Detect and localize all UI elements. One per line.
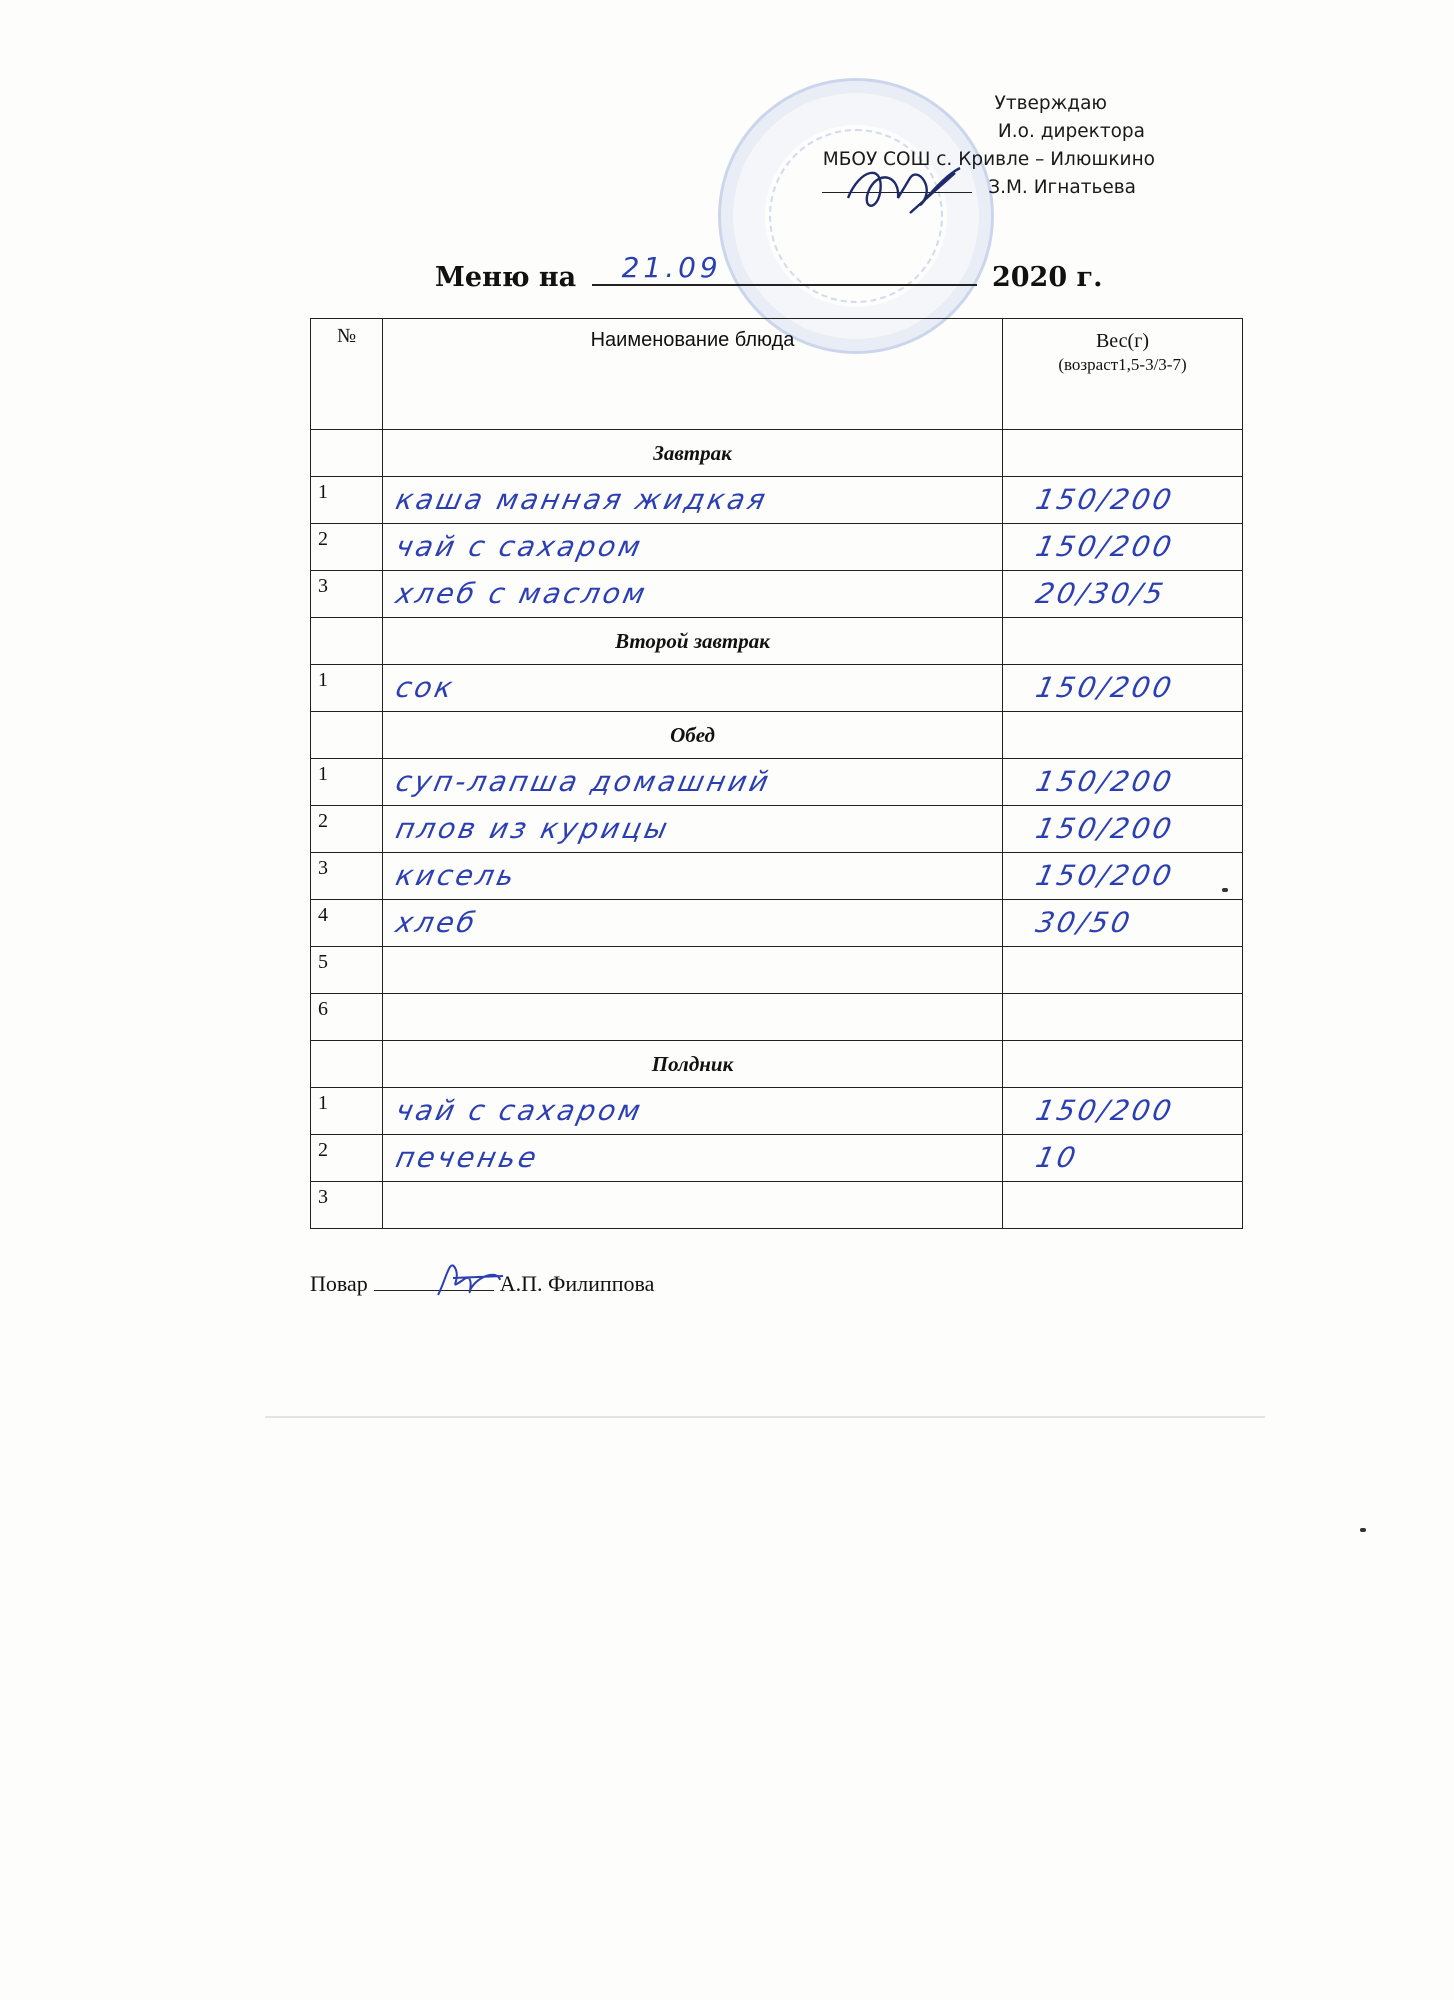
dish-name: чай с сахаром (392, 530, 647, 563)
dish-cell (383, 806, 1003, 853)
dish-name: хлеб (392, 906, 481, 939)
header-weight: Вес(г) (возраст1,5-3/3-7) (1003, 319, 1243, 430)
dish-name: каша манная жидкая (392, 483, 772, 516)
dish-weight: 30/50 (1032, 906, 1136, 939)
dish-cell (383, 1182, 1003, 1229)
header-dish-name: Наименование блюда (383, 319, 1003, 430)
weight-cell (1003, 1088, 1243, 1135)
weight-cell (1003, 571, 1243, 618)
dish-name: кисель (392, 859, 521, 892)
approval-org: МБОУ СОШ с. Кривле – Илюшкино (822, 149, 1155, 170)
dish-cell (383, 665, 1003, 712)
table-row (311, 1088, 1243, 1135)
row-number: 5 (311, 947, 383, 994)
header-number: № (311, 319, 383, 430)
dish-cell (383, 947, 1003, 994)
weight-cell (1003, 1182, 1243, 1229)
table-header-row (311, 319, 1243, 430)
row-number: 2 (311, 524, 383, 571)
dish-name: печенье (392, 1141, 543, 1174)
table-row (311, 900, 1243, 947)
dish-weight: 150/200 (1032, 530, 1178, 563)
row-number: 2 (311, 1135, 383, 1182)
dish-name (382, 947, 1002, 953)
weight-cell (1003, 1135, 1243, 1182)
dish-cell (383, 994, 1003, 1041)
row-number: 4 (311, 900, 383, 947)
table-row (311, 759, 1243, 806)
dish-cell (383, 900, 1003, 947)
dish-name: плов из курицы (392, 812, 674, 845)
dish-weight: 20/30/5 (1032, 577, 1169, 610)
dish-weight: 150/200 (1032, 671, 1178, 704)
table-row (311, 665, 1243, 712)
dish-weight: 150/200 (1032, 812, 1178, 845)
dish-name: сок (392, 671, 459, 704)
dish-cell (383, 477, 1003, 524)
row-number: 1 (311, 1088, 383, 1135)
weight-cell (1003, 853, 1243, 900)
dish-cell (383, 1088, 1003, 1135)
weight-cell (1003, 806, 1243, 853)
section-title: Обед (383, 712, 1003, 759)
dish-weight: 150/200 (1032, 765, 1178, 798)
dish-weight: 150/200 (1032, 1094, 1178, 1127)
menu-date: 21.09 (621, 251, 722, 284)
dish-cell (383, 524, 1003, 571)
dish-name: хлеб с маслом (392, 577, 651, 610)
row-number: 6 (311, 994, 383, 1041)
section-row (311, 712, 1243, 759)
cook-signature (428, 1250, 508, 1305)
approval-title: Утверждаю (994, 93, 1107, 114)
section-row (311, 618, 1243, 665)
table-row (311, 1182, 1243, 1229)
dish-cell (383, 759, 1003, 806)
weight-cell (1003, 947, 1243, 994)
page-bottom-edge (265, 1416, 1265, 1418)
menu-title: Меню на 21.09 2020 г. (435, 251, 1103, 293)
table-row (311, 947, 1243, 994)
dish-weight (1002, 994, 1242, 1000)
dish-name (382, 994, 1002, 1000)
section-row (311, 1041, 1243, 1088)
dish-cell (383, 571, 1003, 618)
row-number: 2 (311, 806, 383, 853)
director-signature (840, 158, 970, 228)
approval-name: З.М. Игнатьева (988, 177, 1136, 198)
row-number: 1 (311, 759, 383, 806)
row-number: 3 (311, 571, 383, 618)
section-title: Полдник (383, 1041, 1003, 1088)
dish-name (382, 1182, 1002, 1188)
dish-weight: 150/200 (1032, 859, 1178, 892)
table-row (311, 571, 1243, 618)
weight-cell (1003, 900, 1243, 947)
table-row (311, 806, 1243, 853)
dish-cell (383, 853, 1003, 900)
table-row (311, 994, 1243, 1041)
row-number: 3 (311, 853, 383, 900)
ink-mark (1222, 888, 1228, 892)
weight-cell (1003, 477, 1243, 524)
section-title: Завтрак (383, 430, 1003, 477)
table-row (311, 1135, 1243, 1182)
dish-weight: 10 (1032, 1141, 1082, 1174)
weight-cell (1003, 665, 1243, 712)
table-row (311, 524, 1243, 571)
section-title: Второй завтрак (383, 618, 1003, 665)
menu-date-field (592, 251, 977, 286)
dish-weight (1002, 1182, 1242, 1188)
dish-weight: 150/200 (1032, 483, 1178, 516)
section-row (311, 430, 1243, 477)
row-number: 1 (311, 477, 383, 524)
weight-cell (1003, 994, 1243, 1041)
cook-label: Повар (310, 1271, 368, 1296)
table-row (311, 477, 1243, 524)
header-weight-age: (возраст1,5-3/3-7) (1058, 355, 1187, 374)
ink-mark (1360, 1528, 1366, 1532)
row-number: 1 (311, 665, 383, 712)
row-number: 3 (311, 1182, 383, 1229)
dish-cell (383, 1135, 1003, 1182)
approval-role: И.о. директора (997, 121, 1145, 142)
dish-weight (1002, 947, 1242, 953)
weight-cell (1003, 759, 1243, 806)
table-row (311, 853, 1243, 900)
menu-table (310, 318, 1243, 1229)
cook-name: А.П. Филиппова (499, 1271, 655, 1296)
weight-cell (1003, 524, 1243, 571)
dish-name: чай с сахаром (392, 1094, 647, 1127)
dish-name: суп-лапша домашний (392, 765, 775, 798)
